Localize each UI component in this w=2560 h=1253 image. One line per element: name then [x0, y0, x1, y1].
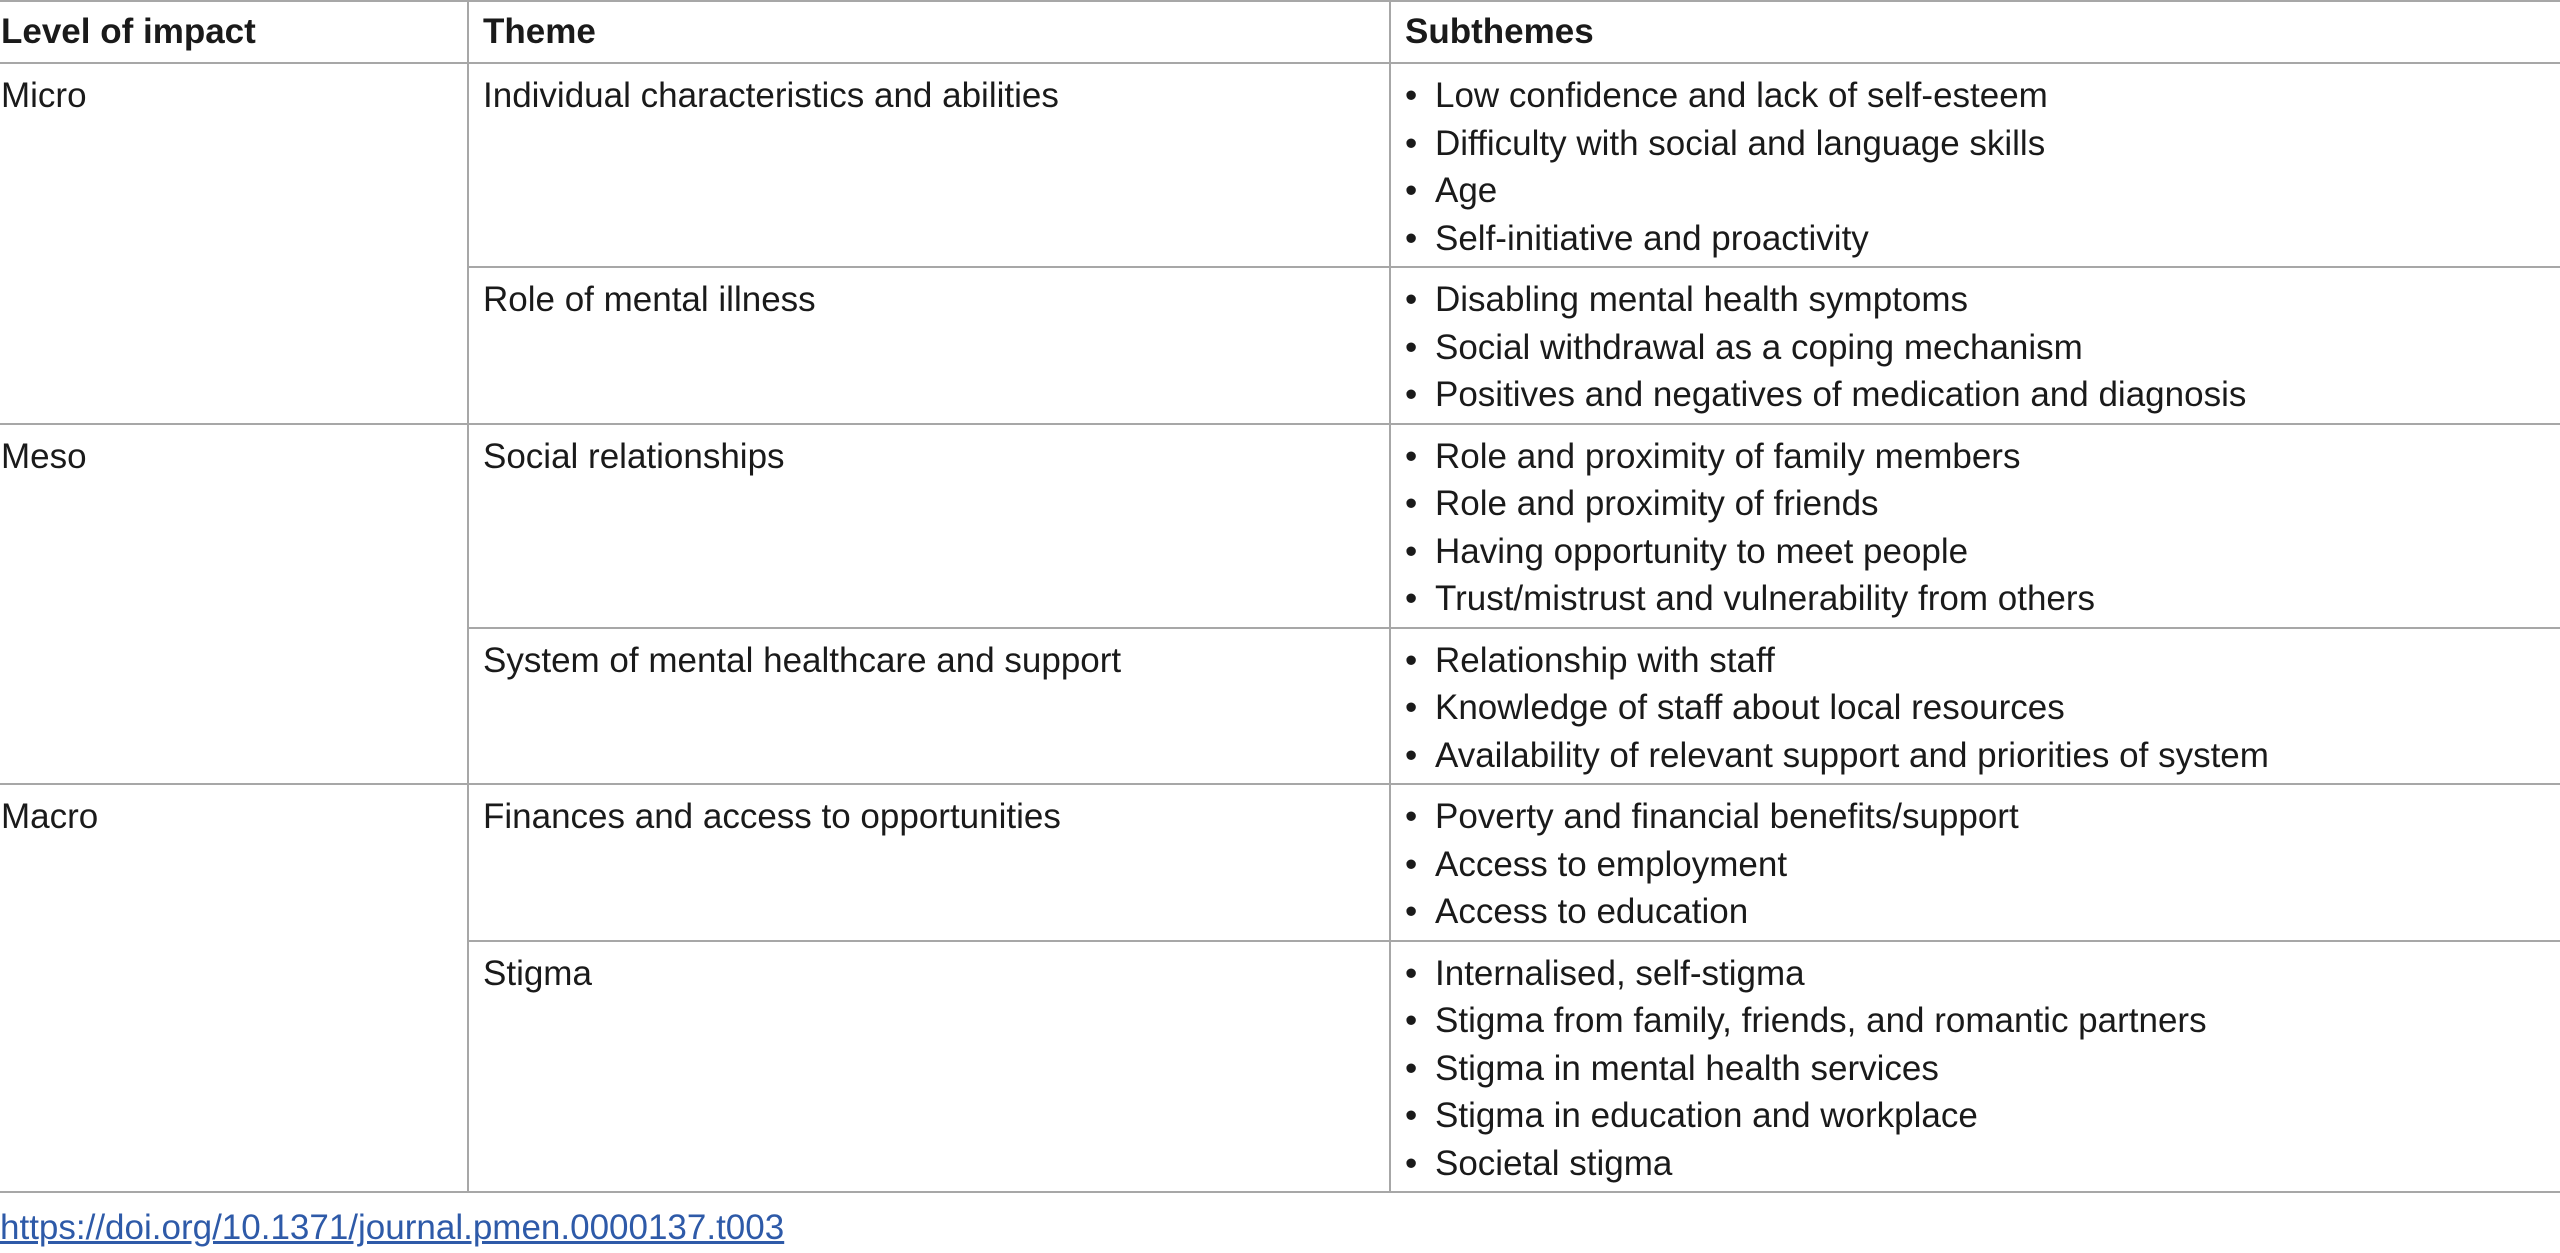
- bullet-icon: •: [1405, 735, 1418, 775]
- subtheme-text: Knowledge of staff about local resources: [1435, 688, 2065, 727]
- subtheme-item: [1405, 528, 2560, 576]
- subtheme-item: [1405, 1092, 2560, 1140]
- subtheme-item: [1405, 480, 2560, 528]
- subtheme-item: [1405, 276, 2560, 324]
- subthemes-list: [1405, 637, 2560, 780]
- bullet-icon: •: [1405, 1001, 1418, 1040]
- subtheme-text: Disabling mental health symptoms: [1435, 280, 1969, 319]
- bullet-icon: •: [1405, 1096, 1418, 1135]
- subtheme-text: Poverty and financial benefits/support: [1435, 797, 2019, 836]
- subtheme-text: Stigma from family, friends, and romantic partners: [1435, 1001, 2207, 1040]
- subthemes-list: [1405, 793, 2560, 936]
- subtheme-text: Relationship with staff: [1435, 640, 1775, 680]
- header-level-of-impact: Level of impact: [0, 1, 468, 63]
- subtheme-item: [1405, 215, 2560, 263]
- theme-cell: Stigma: [468, 941, 1390, 1193]
- bullet-icon: •: [1405, 218, 1418, 258]
- subtheme-text: Role and proximity of friends: [1435, 484, 1879, 523]
- subtheme-text: Stigma in mental health services: [1435, 1048, 1939, 1088]
- bullet-icon: •: [1405, 327, 1418, 367]
- subthemes-cell: [1390, 784, 2560, 941]
- theme-cell: Individual characteristics and abilities: [468, 63, 1390, 267]
- bullet-icon: •: [1405, 892, 1418, 931]
- table-row: [0, 784, 2560, 941]
- subtheme-item: [1405, 433, 2560, 481]
- subtheme-text: Trust/mistrust and vulnerability from others: [1435, 579, 2096, 618]
- subtheme-text: Access to employment: [1435, 844, 1788, 884]
- bullet-icon: •: [1405, 484, 1418, 523]
- bullet-icon: •: [1405, 640, 1418, 680]
- subtheme-item: [1405, 324, 2560, 372]
- bullet-icon: •: [1405, 531, 1418, 571]
- theme-cell: Role of mental illness: [468, 267, 1390, 424]
- subtheme-text: Role and proximity of family members: [1435, 436, 2021, 476]
- bullet-icon: •: [1405, 579, 1418, 618]
- subtheme-item: [1405, 841, 2560, 889]
- table-row: [0, 424, 2560, 628]
- bullet-icon: •: [1405, 953, 1418, 993]
- bullet-icon: •: [1405, 797, 1418, 836]
- subthemes-cell: [1390, 267, 2560, 424]
- table-header: [0, 1, 2560, 63]
- table-body: [0, 63, 2560, 1192]
- subtheme-text: Low confidence and lack of self-esteem: [1435, 76, 2048, 115]
- subtheme-text: Positives and negatives of medication and diagnosis: [1435, 375, 2247, 414]
- level-cell: Meso: [0, 424, 468, 785]
- subthemes-cell: [1390, 424, 2560, 628]
- subtheme-item: [1405, 575, 2560, 623]
- header-subthemes: Subthemes: [1390, 1, 2560, 63]
- subtheme-item: [1405, 167, 2560, 215]
- bullet-icon: •: [1405, 688, 1418, 727]
- bullet-icon: •: [1405, 123, 1418, 163]
- subtheme-item: [1405, 793, 2560, 841]
- subtheme-text: Stigma in education and workplace: [1435, 1096, 1978, 1135]
- subthemes-list: [1405, 72, 2560, 262]
- bullet-icon: •: [1405, 436, 1418, 476]
- subtheme-text: Availability of relevant support and priorities of system: [1435, 735, 2269, 775]
- subtheme-text: Societal stigma: [1435, 1143, 1673, 1183]
- subthemes-cell: [1390, 941, 2560, 1193]
- level-cell: Micro: [0, 63, 468, 424]
- subtheme-text: Difficulty with social and language skills: [1435, 123, 2046, 163]
- doi-link[interactable]: https://doi.org/10.1371/journal.pmen.0000137.t003: [0, 1208, 785, 1247]
- subtheme-item: [1405, 888, 2560, 936]
- theme-cell: System of mental healthcare and support: [468, 628, 1390, 785]
- subtheme-text: Internalised, self-stigma: [1435, 953, 1805, 993]
- bullet-icon: •: [1405, 375, 1418, 414]
- subtheme-item: [1405, 732, 2560, 780]
- level-cell: Macro: [0, 784, 468, 1192]
- subtheme-item: [1405, 950, 2560, 998]
- bullet-icon: •: [1405, 280, 1418, 319]
- bullet-icon: •: [1405, 76, 1418, 115]
- subthemes-cell: [1390, 628, 2560, 785]
- subtheme-item: [1405, 684, 2560, 732]
- bullet-icon: •: [1405, 844, 1418, 884]
- subtheme-text: Social withdrawal as a coping mechanism: [1435, 327, 2083, 367]
- subtheme-text: Age: [1435, 171, 1498, 210]
- header-theme: Theme: [468, 1, 1390, 63]
- bullet-icon: •: [1405, 1143, 1418, 1183]
- subtheme-item: [1405, 1140, 2560, 1188]
- subtheme-text: Self-initiative and proactivity: [1435, 218, 1869, 258]
- subtheme-item: [1405, 72, 2560, 120]
- subtheme-item: [1405, 371, 2560, 419]
- subthemes-list: [1405, 950, 2560, 1188]
- subthemes-list: [1405, 433, 2560, 623]
- subtheme-item: [1405, 997, 2560, 1045]
- subtheme-text: Having opportunity to meet people: [1435, 531, 1969, 571]
- subthemes-cell: [1390, 63, 2560, 267]
- theme-cell: Social relationships: [468, 424, 1390, 628]
- bullet-icon: •: [1405, 171, 1418, 210]
- subtheme-item: [1405, 1045, 2560, 1093]
- subthemes-list: [1405, 276, 2560, 419]
- subtheme-item: [1405, 120, 2560, 168]
- subtheme-item: [1405, 637, 2560, 685]
- theme-cell: Finances and access to opportunities: [468, 784, 1390, 941]
- subtheme-text: Access to education: [1435, 892, 1749, 931]
- bullet-icon: •: [1405, 1048, 1418, 1088]
- table-row: [0, 63, 2560, 267]
- header-row: [0, 1, 2560, 63]
